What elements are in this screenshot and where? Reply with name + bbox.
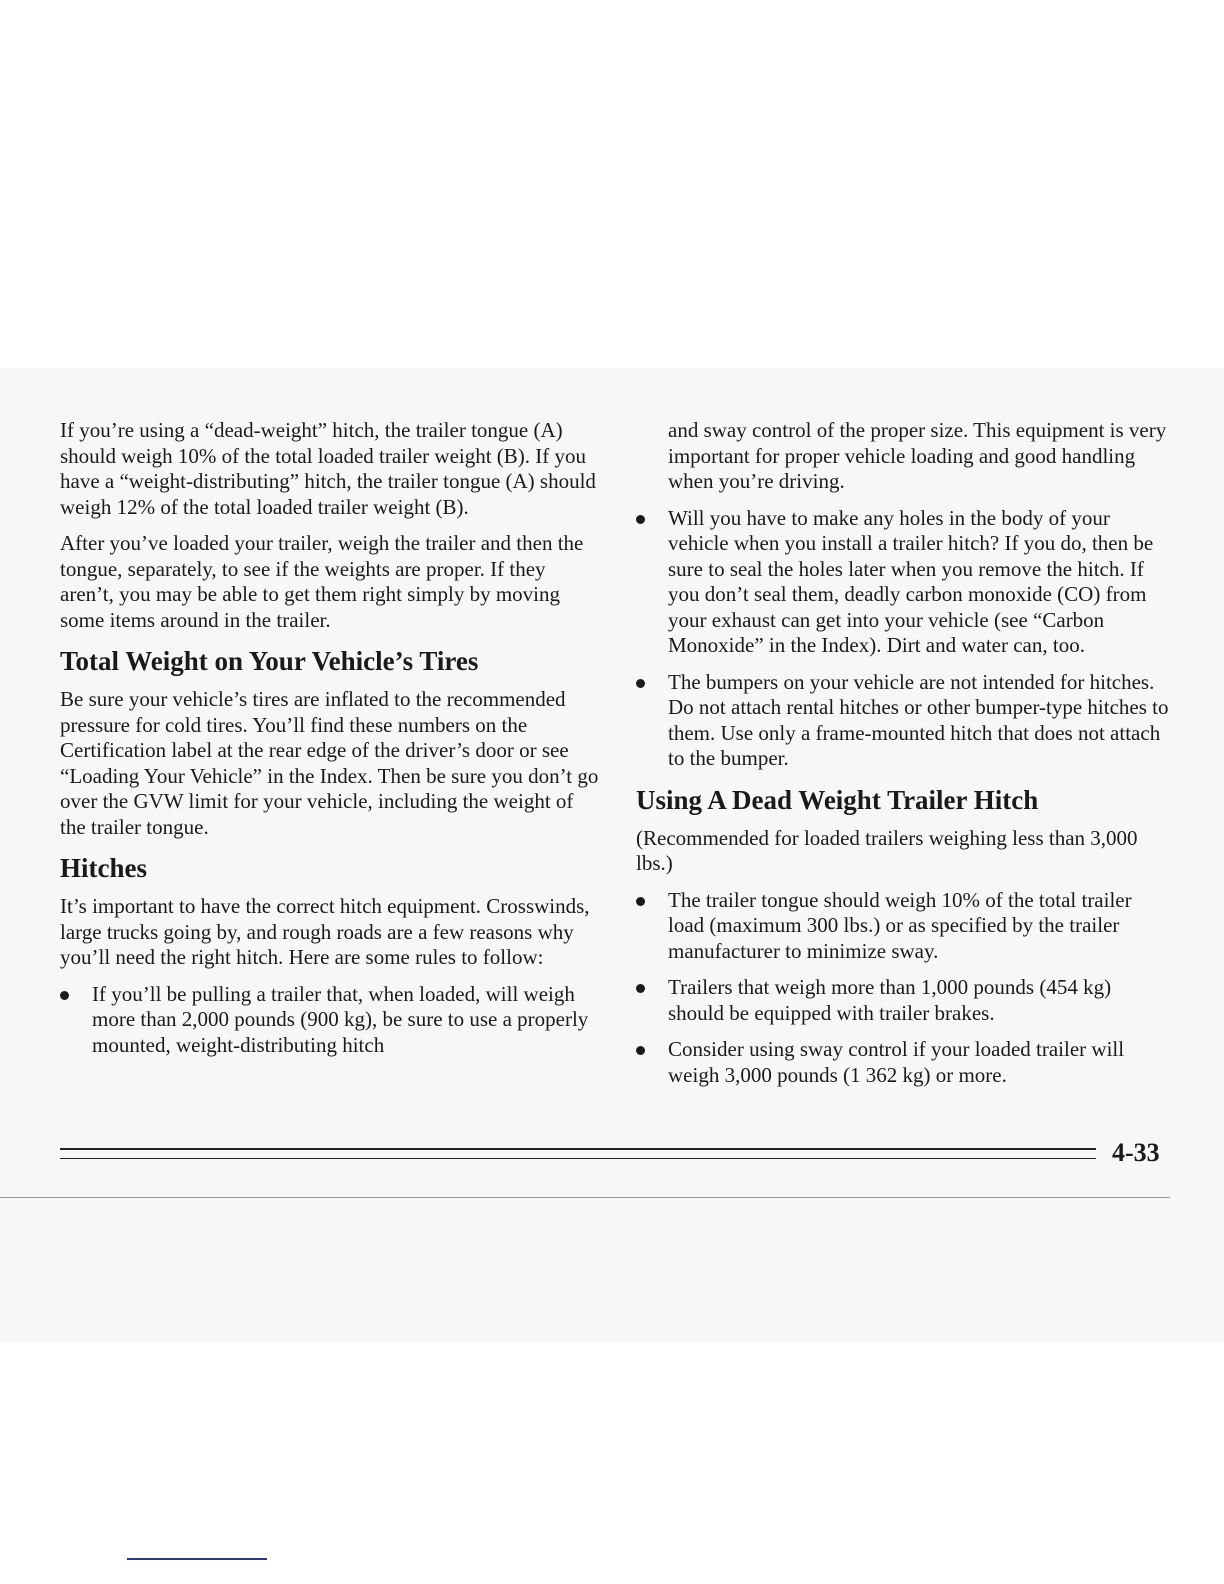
bottom-mark-line	[127, 1558, 267, 1560]
hitch-rules-list-continued	[636, 506, 1172, 772]
right-column	[636, 418, 1172, 1099]
footer-rule	[60, 1148, 1096, 1150]
bullet-icon	[636, 984, 645, 993]
paragraph-tongue-weight: If you’re using a “dead-weight” hitch, the trailer tongue (A) should weigh 10% of the total loaded trailer weight (B). If you have a “weight-distributing” hitch, the trailer tongue (A) should weigh 12% of the total loaded trailer weight (B).	[60, 418, 596, 519]
paragraph-continuation: and sway control of the proper size. This equipment is very important for proper vehicle loading and good handling when you’re driving.	[668, 418, 1167, 493]
list-item-text: Consider using sway control if your loaded trailer will weigh 3,000 pounds (1 362 kg) or more.	[668, 1037, 1125, 1087]
heading-hitches: Hitches	[60, 853, 147, 883]
list-item	[636, 1037, 1172, 1088]
footer-rule-thin	[60, 1158, 1096, 1159]
list-item	[636, 888, 1172, 965]
bullet-icon	[636, 1046, 645, 1055]
hitch-rules-list	[60, 982, 600, 1059]
list-item	[636, 506, 1172, 659]
list-item-text: The trailer tongue should weigh 10% of the total trailer load (maximum 300 lbs.) or as specified by the trailer manufacturer to minimize sway.	[668, 887, 1132, 963]
page-number: 4-33	[1112, 1138, 1160, 1167]
bullet-icon	[636, 897, 645, 906]
paragraph-hitch-equipment: It’s important to have the correct hitch equipment. Crosswinds, large trucks going by, and rough roads are a few reasons why you’ll need the right hitch. Here are some rules to follow:	[60, 894, 590, 969]
list-item	[60, 982, 600, 1059]
list-item-text: The bumpers on your vehicle are not intended for hitches. Do not attach rental hitches or other bumper-type hitches to them. Use only a frame-mounted hitch that does not attach to the bumper.	[668, 669, 1169, 770]
paragraph-recommendation-note: (Recommended for loaded trailers weighing less than 3,000 lbs.)	[636, 825, 1138, 875]
bullet-icon	[636, 515, 645, 524]
left-column	[60, 418, 600, 1069]
page-edge-line	[0, 1197, 1170, 1198]
list-item-text: Will you have to make any holes in the body of your vehicle when you install a trailer hitch? If you do, then be sure to seal the holes later when you remove the hitch. If you don’t seal them, deadly carbon monoxide (CO) from your exhaust can get into your vehicle (see “Carbon Monoxide” in the Index). Dirt and water can, too.	[668, 505, 1154, 657]
paragraph-weigh-trailer: After you’ve loaded your trailer, weigh the trailer and then the tongue, separately, to see if the weights are proper. If they aren’t, you may be able to get them right simply by moving some items around in the trailer.	[60, 531, 584, 632]
heading-total-weight: Total Weight on Your Vehicle’s Tires	[60, 646, 479, 676]
bullet-icon	[636, 679, 645, 688]
heading-dead-weight-hitch: Using A Dead Weight Trailer Hitch	[636, 784, 1039, 815]
list-item	[636, 670, 1172, 772]
list-item-text: Trailers that weigh more than 1,000 pounds (454 kg) should be equipped with trailer brakes.	[668, 975, 1112, 1025]
list-item	[636, 975, 1172, 1026]
list-item-text: If you’ll be pulling a trailer that, when loaded, will weigh more than 2,000 pounds (900 kg), be sure to use a properly mounted, weight-distributing hitch	[92, 981, 589, 1057]
dead-weight-rules-list	[636, 888, 1172, 1089]
paragraph-tire-pressure: Be sure your vehicle’s tires are inflated to the recommended pressure for cold tires. You’ll find these numbers on the Certification label at the rear edge of the driver’s door or see “Loading Your Vehicle” in the Index. Then be sure you don’t go over the GVW limit for your vehicle, including the weight of the trailer tongue.	[60, 687, 599, 839]
bullet-icon	[60, 991, 69, 1000]
